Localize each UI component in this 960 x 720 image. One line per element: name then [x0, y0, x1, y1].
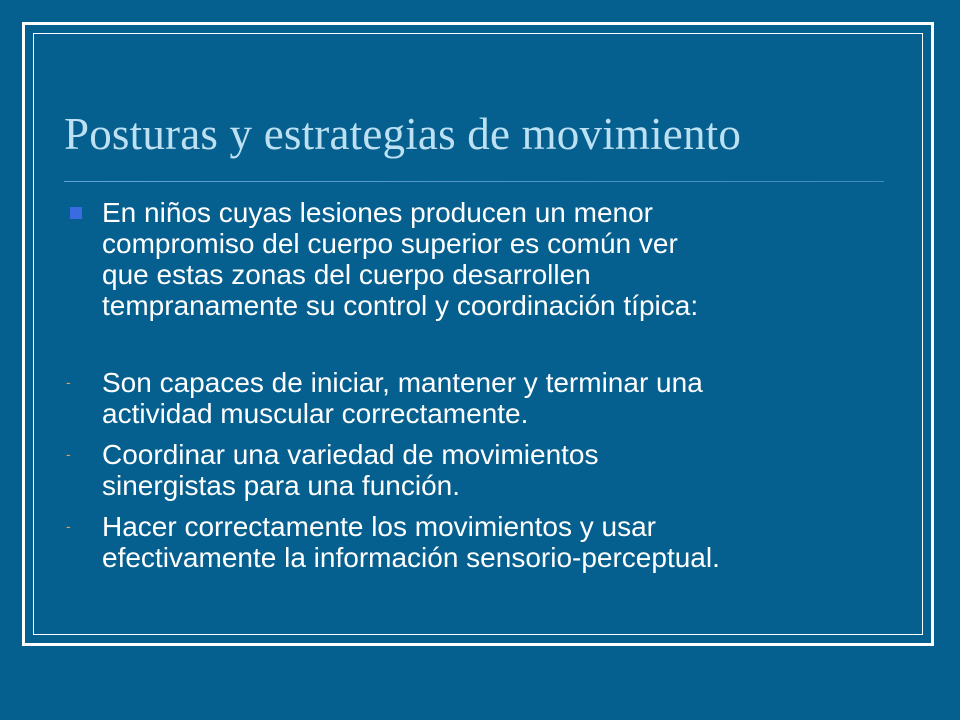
list-item-line: sinergistas para una función.: [102, 470, 460, 501]
slide-body: [66, 197, 896, 573]
list-item-line: Hacer correctamente los movimientos y usar: [102, 511, 656, 542]
dash-bullet-icon: -: [66, 374, 71, 390]
square-bullet-icon: [70, 207, 82, 219]
intro-bullet: [66, 197, 896, 321]
list-item-line: actividad muscular correctamente.: [102, 398, 529, 429]
intro-line: que estas zonas del cuerpo desarrollen: [102, 259, 591, 290]
intro-line: En niños cuyas lesiones producen un menor: [102, 197, 654, 228]
intro-line: compromiso del cuerpo superior es común ver: [102, 228, 678, 259]
list-item: [66, 367, 896, 429]
slide-title: Posturas y estrategias de movimiento: [64, 109, 742, 159]
list-item: [66, 439, 896, 501]
list-item-line: Son capaces de iniciar, mantener y terminar una: [102, 367, 703, 398]
dash-bullet-icon: -: [66, 518, 71, 534]
title-divider: [64, 181, 884, 182]
list-item-line: efectivamente la información sensorio-perceptual.: [102, 542, 720, 573]
intro-line: tempranamente su control y coordinación típica:: [102, 290, 699, 321]
list-item: [66, 511, 896, 573]
dash-bullet-icon: -: [66, 446, 71, 462]
list-item-line: Coordinar una variedad de movimientos: [102, 439, 599, 470]
